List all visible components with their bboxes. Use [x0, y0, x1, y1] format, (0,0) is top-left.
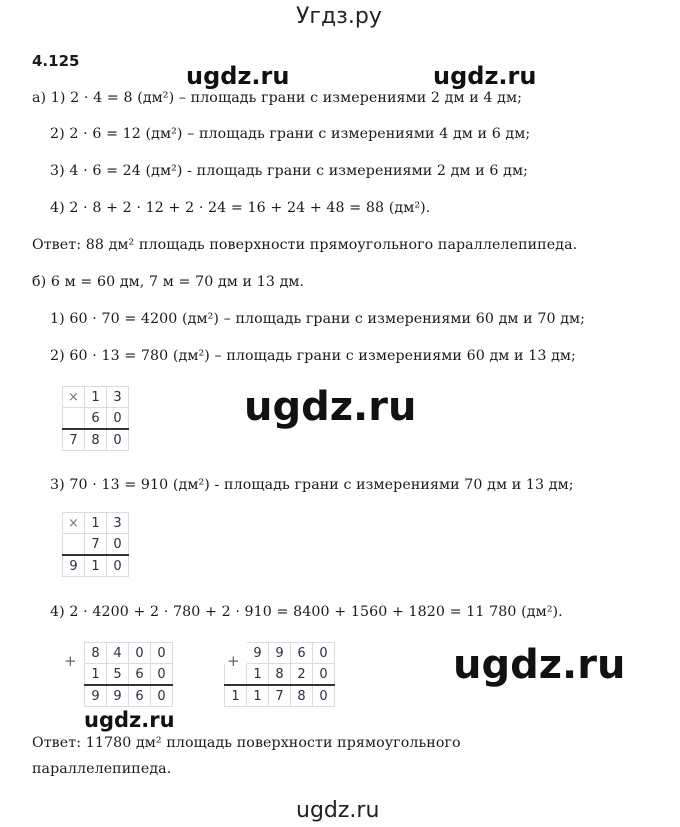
- digit: 6: [129, 664, 151, 686]
- watermark: ugdz.ru: [186, 62, 290, 90]
- digit: 6: [129, 685, 151, 707]
- digit: 6: [291, 643, 313, 664]
- part-a-line-2: 2) 2 · 6 = 12 (дм²) – площадь грани с измерениями 4 дм и 6 дм;: [50, 126, 531, 142]
- digit: 7: [269, 685, 291, 707]
- digit: [63, 534, 85, 556]
- digit: 1: [85, 387, 107, 408]
- digit: 0: [151, 643, 173, 664]
- digit: 1: [247, 664, 269, 686]
- multiplication-13x60: [62, 386, 129, 451]
- digit: 4: [107, 643, 129, 664]
- operator-sign: ×: [63, 513, 85, 534]
- digit: 1: [85, 513, 107, 534]
- digit: 1: [225, 685, 247, 707]
- part-b-line-2: 2) 60 · 13 = 780 (дм²) – площадь грани с измерениями 60 дм и 13 дм;: [50, 348, 576, 364]
- part-b-answer-line-1: Ответ: 11780 дм² площадь поверхности прямоугольного: [32, 735, 461, 751]
- digit: 8: [85, 643, 107, 664]
- digit: [63, 408, 85, 430]
- part-b-line-4: 4) 2 · 4200 + 2 · 780 + 2 · 910 = 8400 + 1560 + 1820 = 11 780 (дм²).: [50, 604, 563, 620]
- watermark: ugdz.ru: [433, 62, 537, 90]
- digit: 8: [269, 664, 291, 686]
- digit: 0: [129, 643, 151, 664]
- digit: 0: [107, 555, 129, 577]
- watermark: ugdz.ru: [244, 384, 417, 430]
- addition-8400-1560: [84, 642, 173, 707]
- digit: 1: [247, 685, 269, 707]
- digit: 0: [313, 664, 335, 686]
- part-b-answer-line-2: параллелепипеда.: [32, 761, 172, 777]
- part-b-line-3: 3) 70 · 13 = 910 (дм²) - площадь грани с измерениями 70 дм и 13 дм;: [50, 477, 574, 493]
- digit: 9: [247, 643, 269, 664]
- digit: 9: [63, 555, 85, 577]
- part-b-intro: б) 6 м = 60 дм, 7 м = 70 дм и 13 дм.: [32, 274, 305, 290]
- footer-site-link[interactable]: ugdz.ru: [296, 798, 380, 823]
- digit: 0: [313, 643, 335, 664]
- multiplication-13x70: [62, 512, 129, 577]
- digit: 8: [291, 685, 313, 707]
- digit: [225, 643, 247, 664]
- addition-9960-1820: [224, 642, 335, 707]
- digit: 0: [107, 534, 129, 556]
- digit: 1: [85, 664, 107, 686]
- digit: 9: [269, 643, 291, 664]
- digit: 2: [291, 664, 313, 686]
- digit: 8: [85, 429, 107, 451]
- plus-sign: +: [227, 652, 240, 670]
- digit: 0: [151, 685, 173, 707]
- task-number: 4.125: [32, 52, 80, 70]
- part-a-answer: Ответ: 88 дм² площадь поверхности прямоугольного параллелепипеда.: [32, 237, 578, 253]
- watermark: ugdz.ru: [453, 642, 626, 688]
- plus-sign: +: [64, 652, 77, 670]
- digit: 9: [85, 685, 107, 707]
- digit: 5: [107, 664, 129, 686]
- digit: 3: [107, 513, 129, 534]
- digit: 0: [107, 408, 129, 430]
- digit: 0: [151, 664, 173, 686]
- digit: 3: [107, 387, 129, 408]
- digit: [225, 664, 247, 686]
- part-b-line-1: 1) 60 · 70 = 4200 (дм²) – площадь грани с измерениями 60 дм и 70 дм;: [50, 311, 586, 327]
- digit: 9: [107, 685, 129, 707]
- digit: 6: [85, 408, 107, 430]
- digit: 7: [85, 534, 107, 556]
- part-a-line-1: а) 1) 2 · 4 = 8 (дм²) – площадь грани с измерениями 2 дм и 4 дм;: [32, 90, 522, 106]
- watermark: ugdz.ru: [84, 708, 175, 732]
- operator-sign: ×: [63, 387, 85, 408]
- part-a-line-4: 4) 2 · 8 + 2 · 12 + 2 · 24 = 16 + 24 + 48 = 88 (дм²).: [50, 200, 431, 216]
- digit: 1: [85, 555, 107, 577]
- part-a-line-3: 3) 4 · 6 = 24 (дм²) - площадь грани с измерениями 2 дм и 6 дм;: [50, 163, 528, 179]
- digit: 7: [63, 429, 85, 451]
- digit: 0: [107, 429, 129, 451]
- digit: 0: [313, 685, 335, 707]
- site-title[interactable]: Угдз.ру: [296, 4, 382, 29]
